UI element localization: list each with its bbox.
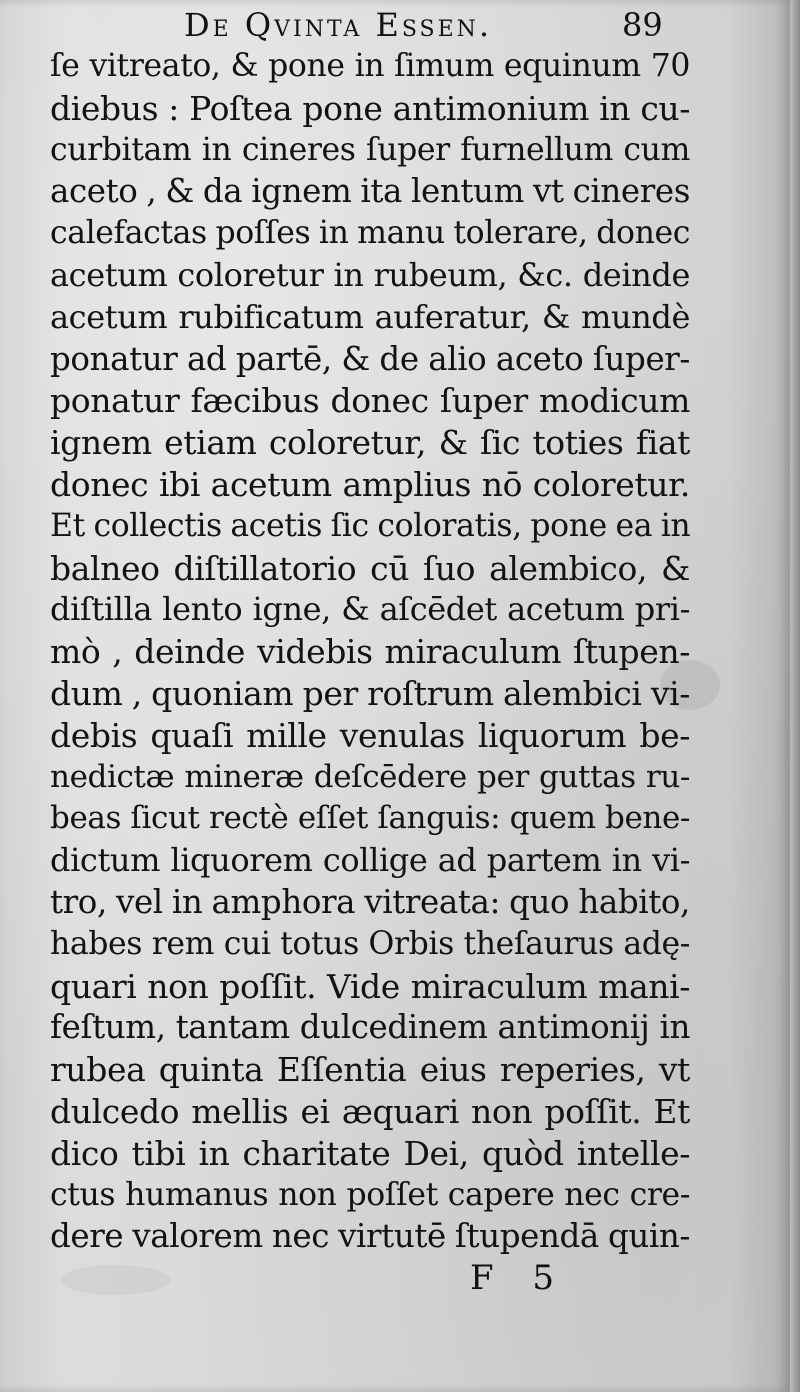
text-line: feſtum, tantam dulcedinem antimonij in — [50, 1008, 690, 1047]
text-line: ſe vitreato, & pone in ſimum equinum 70 — [50, 48, 690, 84]
text-line: aceto , & da ignem ita lentum vt cineres — [50, 172, 690, 211]
page-edge — [790, 0, 800, 1392]
text-line: rubea quinta Eſſentia eius reperies, vt — [50, 1050, 690, 1090]
running-head — [0, 2, 790, 48]
text-line: dere valorem nec virtutē ſtupendā quin- — [50, 1217, 690, 1256]
text-line: diebus : Poſtea pone antimonium in cu- — [50, 88, 690, 128]
text-line: mò , deinde videbis miraculum ſtupen- — [50, 632, 690, 672]
text-line: nedictæ mineræ deſcēdere per guttas ru- — [50, 758, 690, 795]
text-line: acetum coloretur in rubeum, &c. deinde — [50, 255, 690, 294]
text-line: dictum liquorem collige ad partem in vi- — [50, 841, 690, 880]
text-line: debis quaſi mille venulas liquorum be- — [50, 715, 690, 755]
running-head-title: De Qvinta Essen. — [184, 6, 493, 44]
text-line: ponatur fæcibus donec ſuper modicum — [50, 381, 690, 421]
text-line: curbitam in cineres ſuper furnellum cum — [50, 131, 690, 168]
text-line: ignem etiam coloretur, & ſic toties fiat — [50, 423, 690, 463]
text-line: quari non poſſit. Vide miraculum mani- — [50, 966, 690, 1006]
text-line: Et collectis acetis ſic coloratis, pone ea in — [50, 507, 690, 544]
text-line: diſtilla lento igne, & aſcēdet acetum pri- — [50, 590, 690, 629]
text-line: balneo diſtillatorio cū ſuo alembico, & — [50, 548, 690, 588]
text-line: donec ibi acetum amplius nō coloretur. — [50, 464, 690, 504]
text-line: dico tibi in charitate Dei, quòd intelle- — [50, 1133, 690, 1173]
text-line: calefactas poſſes in manu tolerare, donec — [50, 215, 690, 252]
text-line: dulcedo mellis ei æquari non poſſit. Et — [50, 1091, 690, 1131]
text-line: habes rem cui totus Orbis theſaurus adę- — [50, 925, 690, 962]
signature-mark: F 5 — [470, 1258, 569, 1298]
text-line: beas ſicut rectè eſſet ſanguis: quem bene- — [50, 800, 690, 837]
body-text — [50, 46, 690, 1256]
text-line: tro, vel in amphora vitreata: quo habito, — [50, 882, 690, 921]
paper-stain — [60, 1265, 170, 1295]
page-number: 89 — [622, 6, 663, 44]
text-line: ctus humanus non poſſet capere nec cre- — [50, 1176, 690, 1213]
text-line: dum , quoniam per roſtrum alembici vi- — [50, 673, 690, 713]
text-line: acetum rubificatum auferatur, & mundè — [50, 297, 690, 336]
text-line: ponatur ad partē, & de alio aceto ſuper- — [50, 339, 690, 378]
